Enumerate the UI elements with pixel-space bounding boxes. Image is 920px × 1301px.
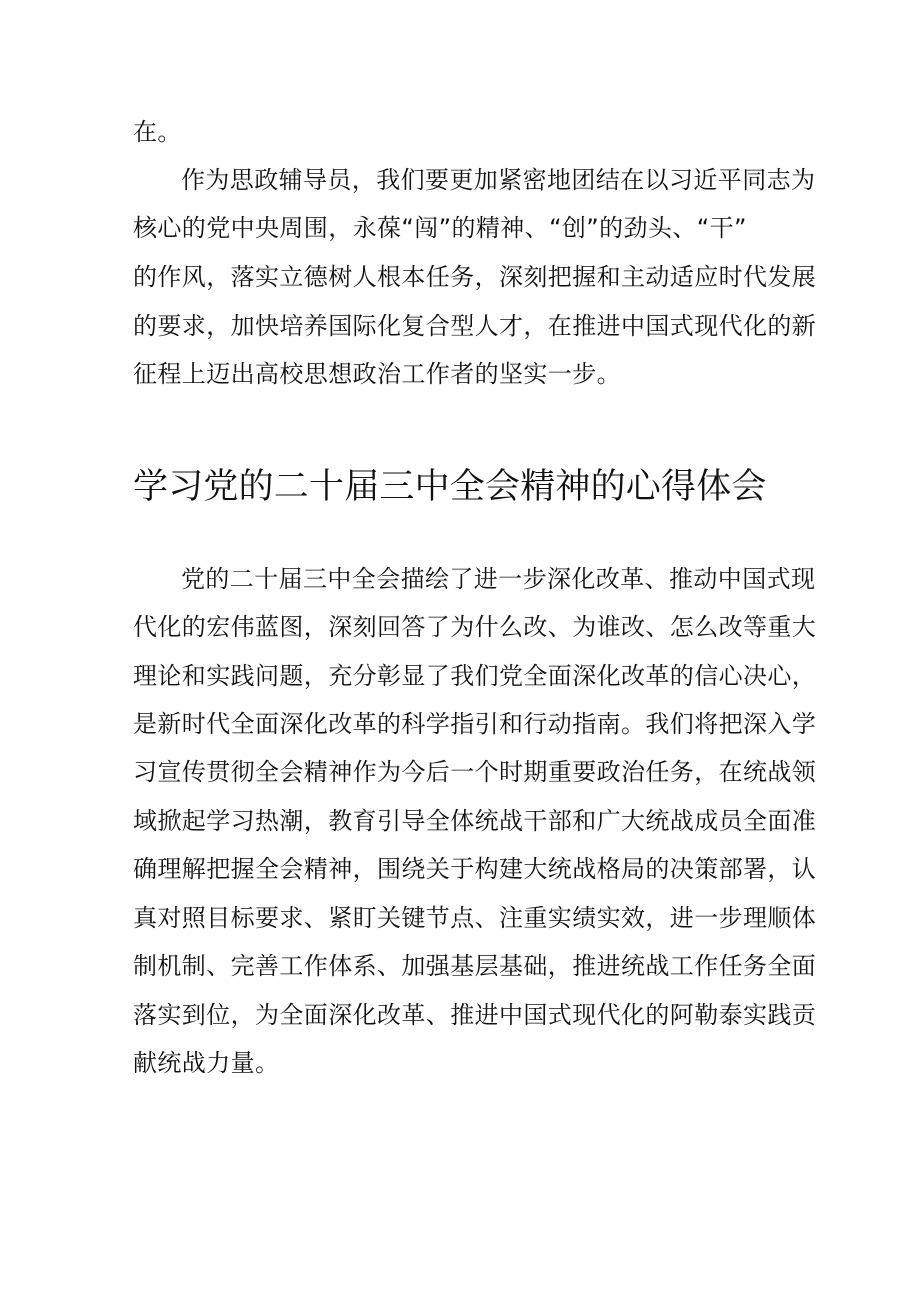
section-heading: 学习党的二十届三中全会精神的心得体会: [133, 467, 767, 507]
paragraph-line: 的要求，加快培养国际化复合型人才，在推进中国式现代化的新: [133, 312, 817, 340]
paragraph-line: 落实到位，为全面深化改革、推进中国式现代化的阿勒泰实践贡: [133, 1001, 817, 1029]
paragraph-line: 制机制、完善工作体系、加强基层基础，推进统战工作任务全面: [133, 952, 817, 980]
paragraph-line: 习宣传贯彻全会精神作为今后一个时期重要政治任务，在统战领: [133, 758, 817, 786]
paragraph-line: 献统战力量。: [133, 1049, 280, 1077]
paragraph-line: 确理解把握全会精神，围绕关于构建大统战格局的决策部署，认: [133, 855, 817, 883]
paragraph-line: 真对照目标要求、紧盯关键节点、注重实绩实效，进一步理顺体: [133, 904, 817, 932]
paragraph-line: 代化的宏伟蓝图，深刻回答了为什么改、为谁改、怎么改等重大: [133, 613, 817, 641]
paragraph-line: 的作风，落实立德树人根本任务，深刻把握和主动适应时代发展: [133, 263, 817, 291]
paragraph-line: 征程上迈出高校思想政治工作者的坚实一步。: [133, 360, 621, 388]
paragraph-line: 核心的党中央周围，永葆“闯”的精神、“创”的劲头、“干”: [133, 214, 747, 242]
paragraph-line: 在。: [133, 118, 182, 146]
paragraph-line: 理论和实践问题，充分彰显了我们党全面深化改革的信心决心，: [133, 662, 817, 690]
paragraph-line: 域掀起学习热潮，教育引导全体统战干部和广大统战成员全面准: [133, 807, 817, 835]
paragraph-line: 是新时代全面深化改革的科学指引和行动指南。我们将把深入学: [133, 710, 817, 738]
paragraph-line: 作为思政辅导员，我们要更加紧密地团结在以习近平同志为: [181, 166, 816, 194]
paragraph-line: 党的二十届三中全会描绘了进一步深化改革、推动中国式现: [181, 565, 816, 593]
